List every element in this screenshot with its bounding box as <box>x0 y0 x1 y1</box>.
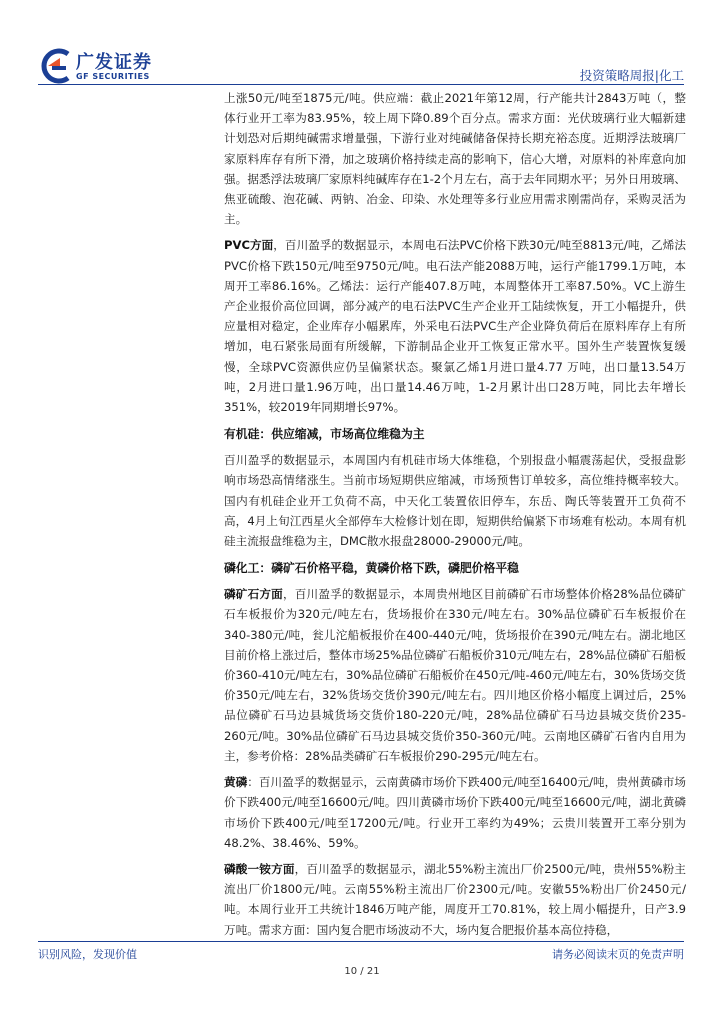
paragraph-text: ，百川盈孚的数据显示，湖北55%粉主流出厂价2500元/吨，贵州55%粉主流出厂价1800元/吨。云南55%粉主流出厂价2300元/吨。安徽55%粉出厂价2450元/吨。本周行业开工共统计1846万吨产能，周度开工70.81%，较上周小幅提升，日产3.9万吨。需求方面：国内复合肥市场波动不大，场内复合肥报价基本高位持稳， <box>224 861 686 937</box>
paragraph-text: ，百川盈孚的数据显示，本周贵州地区目前磷矿石市场整体价格28%品位磷矿石车板报价为320元/吨左右，货场报价在330元/吨左右。30%品位磷矿石车板报价在340-380元/吨，瓮儿沱船板报价在400-440元/吨，货场报价在390元/吨左右。湖北地区目前价格上涨过后，整体市场25%品位磷矿石船板价310元/吨左右，28%品位磷矿石船板价360-410元/吨左右，30%品位磷矿石船板价在450元/吨-460元/吨左右，30%货场交货价350元/吨左右，32%货场交货价390元/吨左右。四川地区价格小幅度上调过后，25%品位磷矿石马边县城货场交货价180-220元/吨，28%品位磷矿石马边县城交货价235-260元/吨。30%品位磷矿石马边县城交货价350-360元/吨。云南地区磷矿石省内自用为主，参考价格：28%品类磷矿石车板报价290-295元/吨左右。 <box>224 587 686 763</box>
logo-chinese-name: 广发证券 <box>76 52 152 73</box>
body-paragraph <box>224 859 686 940</box>
header-divider <box>38 84 684 85</box>
body-paragraph <box>224 88 686 229</box>
paragraph-text: 上涨50元/吨至1875元/吨。供应端：截止2021年第12周，行产能共计2843万吨（，整体行业开工率为83.95%，较上周下降0.89个百分点。需求方面：光伏玻璃行业大幅新建计划恐对后期纯碱需求增量强，下游行业对纯碱储备保持长期充裕态度。近期浮法玻璃厂家原料库存有所下滑，加之玻璃价格持续走高的影响下，信心大增，对原料的补库意向加强。据悉浮法玻璃厂家原料纯碱库存在1-2个月左右，高于去年同期水平；另外日用玻璃、焦亚硫酸、泡花碱、两钠、冶金、印染、水处理等多行业应用需求刚需尚存，采购灵活为主。 <box>224 91 686 227</box>
footer-disclaimer: 请务必阅读末页的免责声明 <box>552 948 684 961</box>
footer-slogan: 识别风险，发现价值 <box>38 948 137 961</box>
report-body <box>224 88 686 946</box>
company-logo <box>38 48 168 88</box>
paragraph-text: 百川盈孚的数据显示，本周国内有机硅市场大体维稳，个别报盘小幅震荡起伏，受报盘影响市场恐高情绪涨生。当前市场短期供应缩减，市场预售订单较多，高位维持概率较大。国内有机硅企业开工负荷不高，中天化工装置依旧停车，东岳、陶氏等装置开工负荷不高，4月上旬江西星火全部停车大检修计划在即，短期供给偏紧下市场难有松动。本周有机硅主流报盘维稳为主，DMC散水报盘28000-29000元/吨。 <box>224 453 686 549</box>
page-number: 10 / 21 <box>344 966 380 977</box>
body-paragraph <box>224 772 686 853</box>
paragraph-text: ，百川盈孚的数据显示，本周电石法PVC价格下跌30元/吨至8813元/吨，乙烯法PVC价格下跌150元/吨至9750元/吨。电石法产能2088万吨，运行产能1799.1万吨，本周开工率86.16%。乙烯法：运行产能407.8万吨，本周整体开工率87.50%。VC上游生产企业报价高位回调，部分减产的电石法PVC生产企业开工陆续恢复，开工小幅提升，供应量相对稳定，企业库存小幅累库，外采电石法PVC生产企业降负荷后在原料库存上有所增加，电石紧张局面有所缓解，下游制品企业开工恢复正常水平。国外生产装置恢复缓慢，全球PVC资源供应仍呈偏紧状态。聚氯乙烯1月进口量4.77 万吨，出口量13.54万吨，2月进口量1.96万吨，出口量14.46万吨，1-2月累计出口28万吨，同比去年增长351%，较2019年同期增长97%。 <box>224 238 686 415</box>
section-heading: 有机硅：供应缩减，市场高位维稳为主 <box>224 427 425 442</box>
paragraph-lead: PVC方面 <box>224 238 274 253</box>
body-paragraph <box>224 450 686 551</box>
paragraph-lead: 磷矿石方面 <box>224 587 283 602</box>
footer-divider <box>38 941 684 942</box>
body-paragraph <box>224 584 686 766</box>
report-type: 投资策略周报|化工 <box>579 68 684 83</box>
body-paragraph <box>224 235 686 417</box>
paragraph-lead: 黄磷 <box>224 775 248 790</box>
paragraph-text: ：百川盈孚的数据显示，云南黄磷市场价下跌400元/吨至16400元/吨，贵州黄磷市场价下跌400元/吨至16600元/吨。四川黄磷市场价下跌400元/吨至16600元/吨，湖北黄磷市场价下跌400元/吨至17200元/吨。行业开工率约为49%；云贵川装置开工率分别为48.2%、38.46%、59%。 <box>224 775 686 850</box>
paragraph-lead: 磷酸一铵方面 <box>224 861 295 876</box>
logo-english-name: GF SECURITIES <box>76 72 150 81</box>
section-heading: 磷化工：磷矿石价格平稳，黄磷价格下跌，磷肥价格平稳 <box>224 561 519 576</box>
gf-logo-icon <box>38 48 72 84</box>
